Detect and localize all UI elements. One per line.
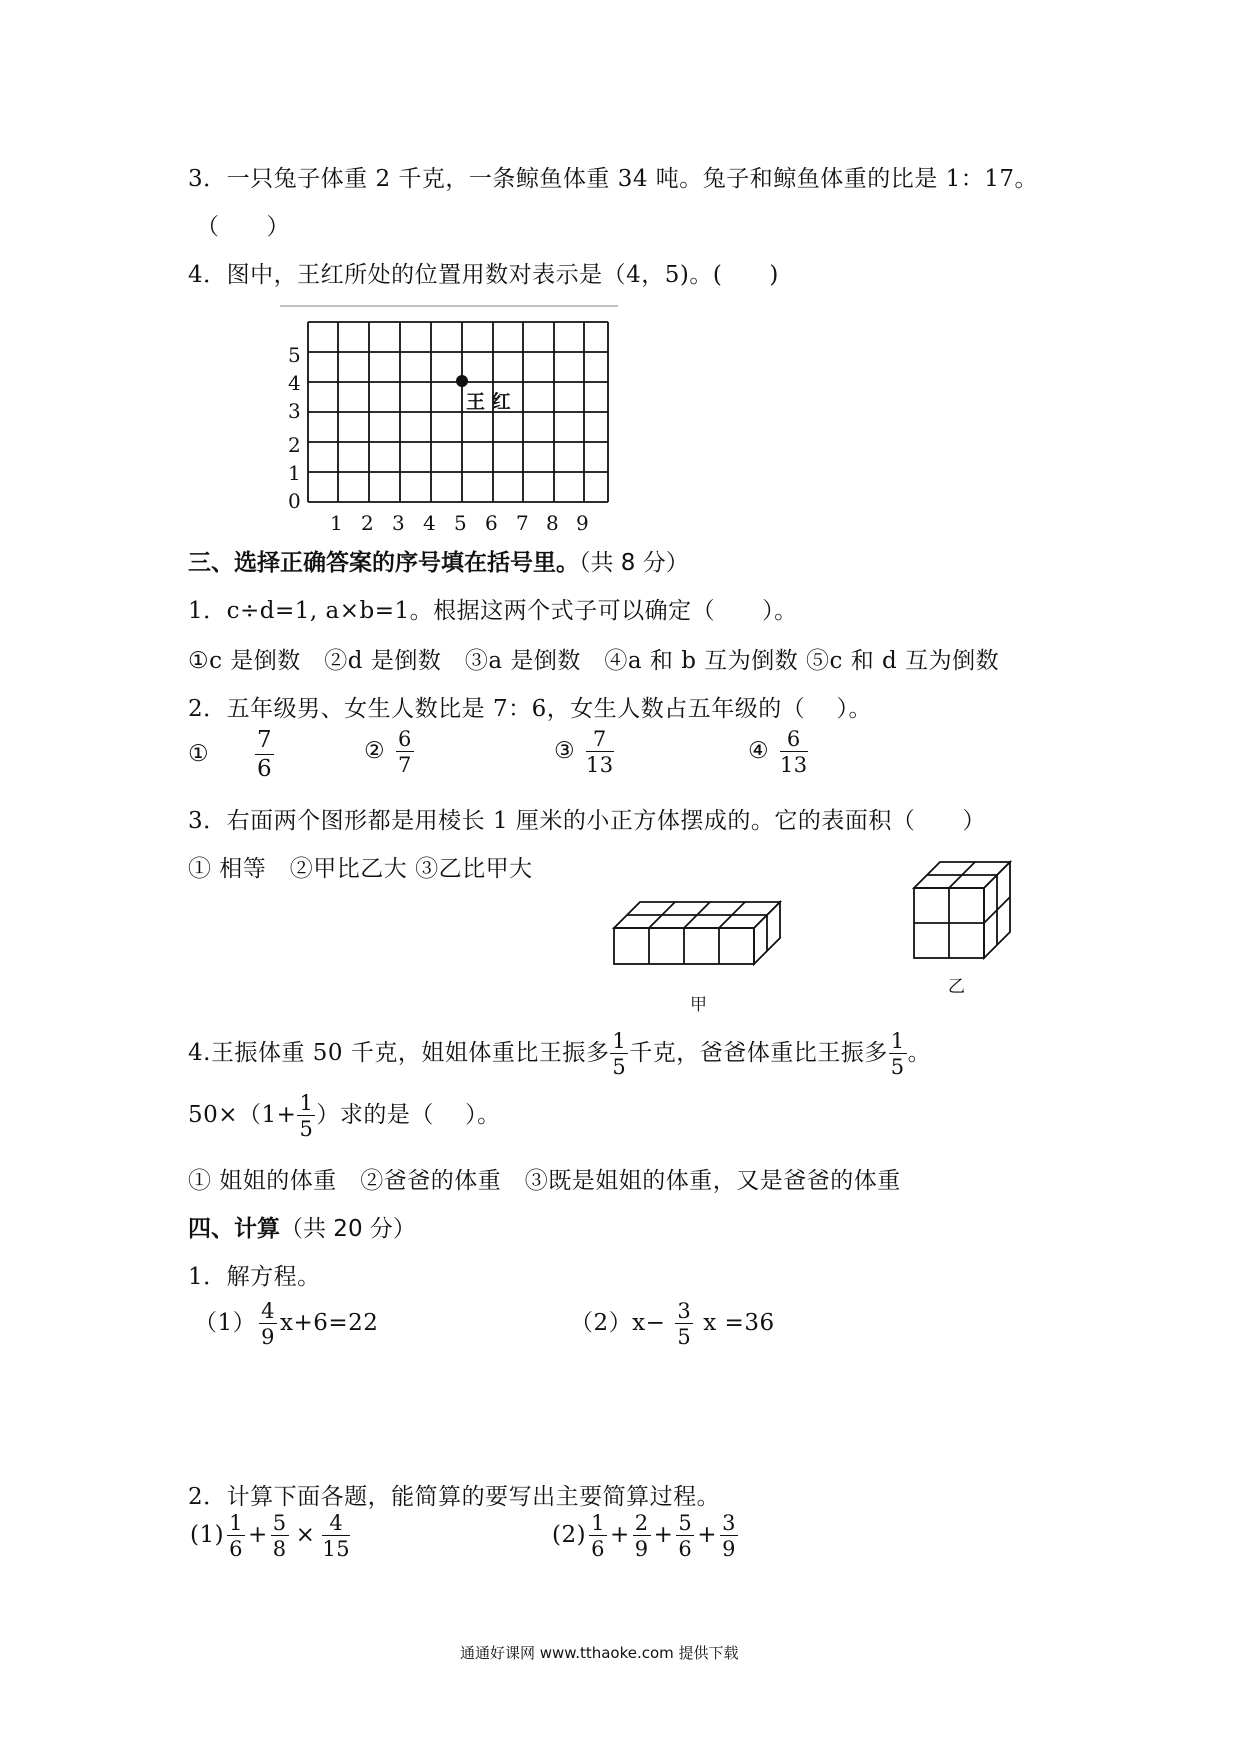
- figure-a-label: 甲: [690, 995, 707, 1015]
- figure-b-label: 乙: [948, 977, 965, 997]
- eq1-rest: x+6=22: [280, 1310, 379, 1336]
- choice-q1-text: 1．c÷d=1, a×b=1。根据这两个式子可以确定（ ）。: [188, 598, 798, 624]
- calculation-2: [552, 1512, 741, 1560]
- x-label-1: 1: [330, 511, 343, 535]
- c2-fraction-3: $\frac{5}{6}$: [678, 1511, 693, 1561]
- choice-q2-option-4: [748, 728, 811, 776]
- section-3-heading: [188, 548, 689, 578]
- q4-part2: 千克，爸爸体重比王振多: [629, 1040, 888, 1066]
- c1-fraction-2: $\frac{5}{8}$: [272, 1511, 287, 1561]
- x-label-6: 6: [485, 511, 498, 535]
- question-3-text: 3．一只兔子体重 2 千克，一条鲸鱼体重 34 吨。兔子和鲸鱼体重的比是 1：17。: [188, 166, 1038, 192]
- y-label-1: 1: [288, 461, 301, 485]
- c2-fraction-2: $\frac{2}{9}$: [634, 1511, 649, 1561]
- x-label-5: 5: [454, 511, 467, 535]
- expr-part-b: ）求的是（ ）。: [316, 1102, 501, 1128]
- coordinate-grid: [278, 300, 638, 545]
- grid-lines: [308, 322, 608, 502]
- option-fraction: $\frac{7}{6}$: [256, 727, 273, 782]
- y-label-0: 0: [288, 489, 301, 513]
- choice-q3-text: 3．右面两个图形都是用棱长 1 厘米的小正方体摆成的。它的表面积（ ）: [188, 808, 986, 834]
- c1-label: (1): [190, 1522, 225, 1548]
- option-fraction: $\frac{6}{7}$: [397, 727, 412, 777]
- expr-part-a: 50×（1+: [188, 1102, 297, 1128]
- eq2-label: （2）x−: [570, 1310, 666, 1336]
- calc-q2-text: 2．计算下面各题，能简算的要写出主要简算过程。: [188, 1484, 721, 1510]
- equation-2: [570, 1300, 775, 1348]
- point-label: 王 红: [466, 391, 511, 413]
- expr-fraction: $\frac{1}{5}$: [299, 1091, 314, 1141]
- c1-op: +: [247, 1522, 268, 1548]
- option-mark: ③: [554, 738, 576, 764]
- x-axis-labels: [330, 511, 589, 535]
- x-label-3: 3: [392, 511, 405, 535]
- choice-q2-option-1: [188, 728, 277, 782]
- cuboid-jia: [610, 866, 800, 976]
- c2-fraction-4: $\frac{3}{9}$: [722, 1511, 736, 1561]
- q4-part1: 4.王振体重 50 千克，姐姐体重比王振多: [188, 1040, 610, 1066]
- cube-figure-b: [910, 858, 1020, 972]
- c2-fraction-1: $\frac{1}{6}$: [591, 1511, 605, 1561]
- choice-q4-expression: [188, 1092, 501, 1140]
- q4-fraction-1: $\frac{1}{5}$: [612, 1029, 627, 1079]
- section-3-title: 三、选择正确答案的序号填在括号里。: [188, 550, 579, 576]
- x-label-7: 7: [516, 511, 529, 535]
- section-4-heading: [188, 1214, 416, 1244]
- x-label-8: 8: [546, 511, 559, 535]
- cube-figure-a: [610, 866, 800, 980]
- c2-op: +: [609, 1522, 630, 1548]
- choice-q2-text: 2．五年级男、女生人数比是 7：6，女生人数占五年级的（ ）。: [188, 696, 873, 722]
- choice-q1-options: ①c 是倒数 ②d 是倒数 ③a 是倒数 ④a 和 b 互为倒数 ⑤c 和 d 互为倒数: [188, 648, 1000, 674]
- eq2-fraction: $\frac{3}{5}$: [677, 1299, 692, 1349]
- question-4-text: 4．图中，王红所处的位置用数对表示是（4，5)。( ): [188, 262, 779, 288]
- c1-op: ×: [295, 1522, 316, 1548]
- y-axis-labels: [288, 343, 301, 513]
- section-4-title: 四、计算: [188, 1216, 280, 1242]
- y-label-3: 3: [288, 399, 301, 423]
- x-label-4: 4: [423, 511, 436, 535]
- c2-label: (2): [552, 1522, 587, 1548]
- coordinate-grid-figure: [278, 300, 638, 549]
- eq2-rest: x =36: [703, 1310, 775, 1336]
- eq1-label: （1）: [194, 1310, 257, 1336]
- wanghong-point: [456, 375, 468, 387]
- y-label-2: 2: [288, 433, 301, 457]
- answer-paren[interactable]: （ ）: [196, 214, 290, 240]
- choice-q2-option-2: [364, 728, 417, 776]
- c1-fraction-3: $\frac{4}{15}$: [322, 1511, 351, 1561]
- option-mark: ①: [188, 741, 210, 767]
- x-label-2: 2: [361, 511, 374, 535]
- choice-q2-option-3: [554, 728, 617, 776]
- option-fraction: $\frac{6}{13}$: [779, 727, 808, 777]
- choice-q3-options: ① 相等 ②甲比乙大 ③乙比甲大: [188, 856, 533, 882]
- c2-op: +: [697, 1522, 718, 1548]
- calc-q1-text: 1．解方程。: [188, 1264, 321, 1290]
- q4-fraction-2: $\frac{1}{5}$: [890, 1029, 905, 1079]
- option-mark: ④: [748, 738, 770, 764]
- y-label-4: 4: [288, 371, 301, 395]
- choice-q4-text: [188, 1030, 931, 1078]
- calculation-1: [190, 1512, 353, 1560]
- section-3-score: （共 8 分）: [579, 550, 689, 576]
- y-label-5: 5: [288, 343, 301, 367]
- page-footer: 通通好课网 www.tthaoke.com 提供下载: [460, 1644, 739, 1662]
- option-fraction: $\frac{7}{13}$: [585, 727, 614, 777]
- equation-1: [194, 1300, 378, 1348]
- x-label-9: 9: [576, 511, 589, 535]
- choice-q4-options: ① 姐姐的体重 ②爸爸的体重 ③既是姐姐的体重，又是爸爸的体重: [188, 1168, 901, 1194]
- c1-fraction-1: $\frac{1}{6}$: [229, 1511, 243, 1561]
- q4-part3: 。: [907, 1040, 932, 1066]
- c2-op: +: [653, 1522, 674, 1548]
- eq1-fraction: $\frac{4}{9}$: [261, 1299, 276, 1349]
- option-mark: ②: [364, 738, 386, 764]
- section-4-score: （共 20 分）: [280, 1216, 416, 1242]
- cube-yi: [910, 858, 1020, 968]
